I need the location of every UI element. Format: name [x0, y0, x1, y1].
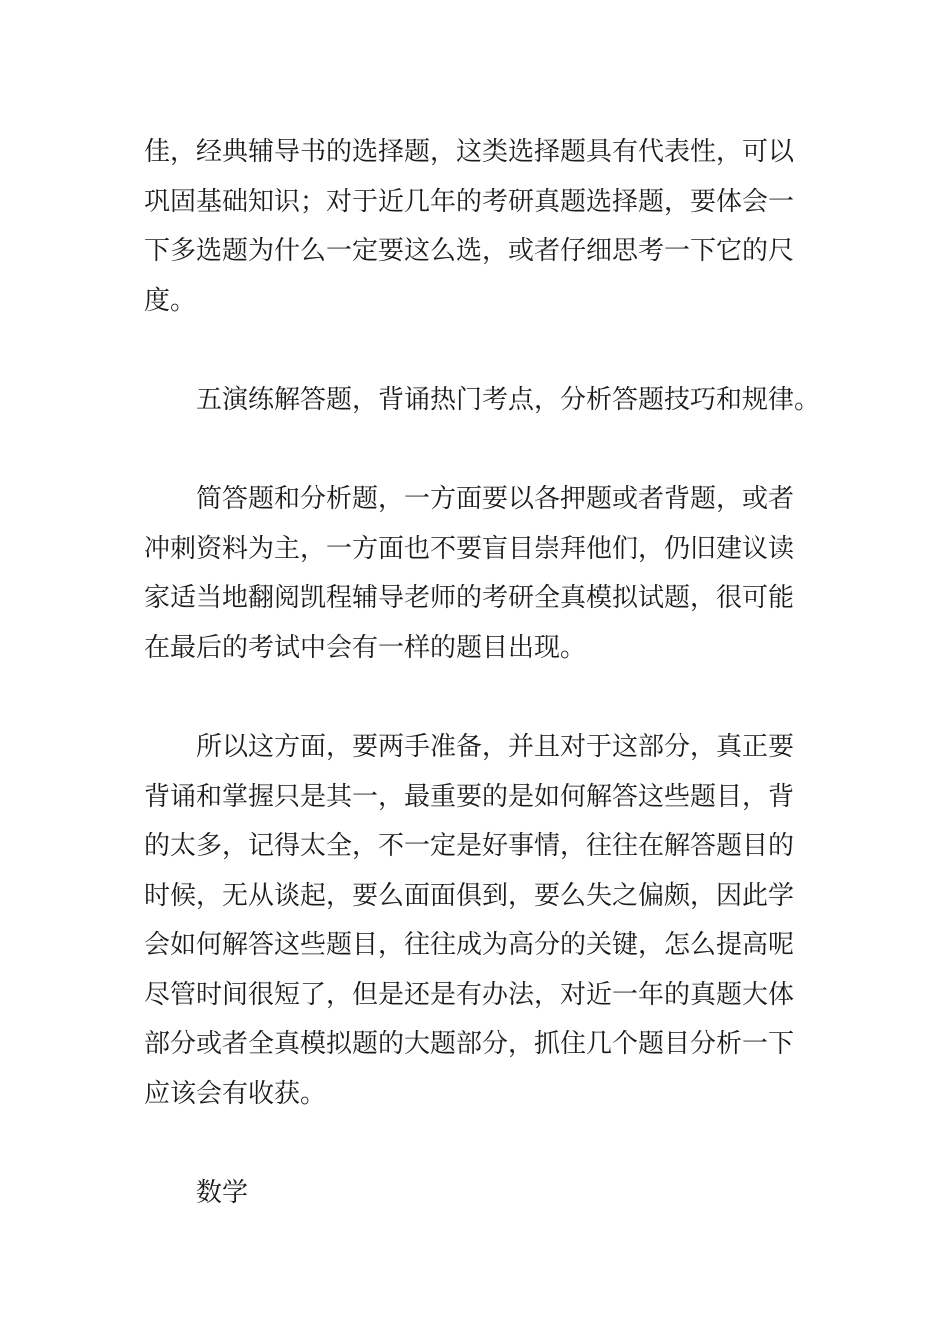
text-line: 所以这方面，要两手准备，并且对于这部分，真正要	[196, 732, 795, 762]
text-line: 简答题和分析题，一方面要以各押题或者背题，或者	[196, 484, 795, 514]
paragraph-heading-five	[144, 376, 821, 426]
text-line: 会如何解答这些题目，往往成为高分的关键，怎么提高呢	[144, 930, 795, 960]
section-heading: 五演练解答题，背诵热门考点，分析答题技巧和规律。	[196, 385, 821, 415]
paragraph-short-answer	[144, 475, 812, 673]
text-line: 时候，无从谈起，要么面面俱到，要么失之偏颇，因此学	[144, 880, 795, 911]
text-line: 尽管时间很短了，但是还是有办法，对近一年的真题大体	[144, 979, 795, 1010]
section-heading: 数学	[196, 1178, 249, 1208]
text-line: 巩固基础知识；对于近几年的考研真题选择题，要体会一	[144, 186, 795, 217]
text-line: 在最后的考试中会有一样的题目出现。	[144, 632, 587, 663]
paragraph-two-hand-preparation	[144, 723, 812, 1119]
paragraph-math-heading	[144, 1169, 812, 1219]
text-line: 下多选题为什么一定要这么选，或者仔细思考一下它的尺	[144, 236, 795, 266]
text-line: 度。	[144, 285, 197, 316]
text-line: 冲刺资料为主，一方面也不要盲目崇拜他们，仍旧建议读	[144, 533, 795, 564]
text-line: 佳，经典辅导书的选择题，这类选择题具有代表性，可以	[144, 137, 795, 167]
text-line: 的太多，记得太全，不一定是好事情，往往在解答题目的	[144, 831, 795, 861]
text-line: 家适当地翻阅凯程辅导老师的考研全真模拟试题，很可能	[144, 583, 795, 613]
paragraph-choice-questions	[144, 128, 812, 326]
text-line: 部分或者全真模拟题的大题部分，抓住几个题目分析一下	[144, 1029, 795, 1059]
text-line: 应该会有收获。	[144, 1078, 327, 1109]
text-line: 背诵和掌握只是其一，最重要的是如何解答这些题目，背	[144, 781, 795, 812]
